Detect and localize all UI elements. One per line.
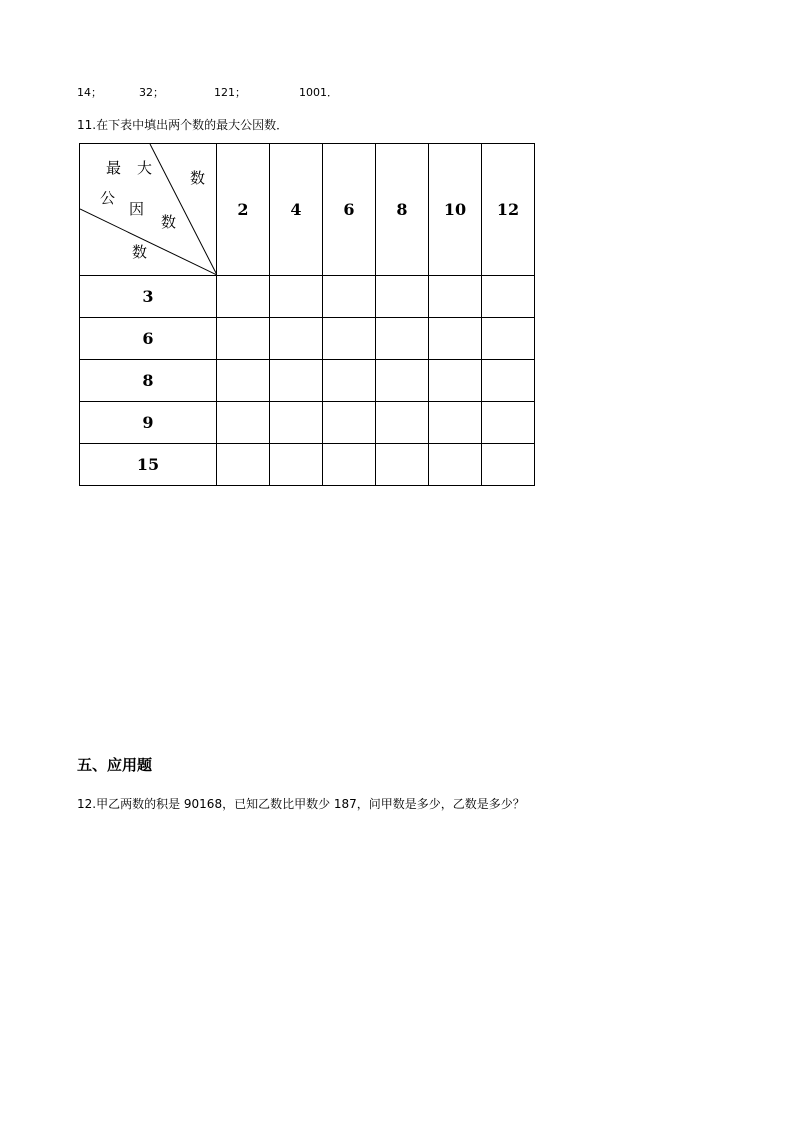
answer-cell[interactable] bbox=[482, 444, 535, 486]
corner-label-char-4: 因 bbox=[129, 200, 145, 218]
answer-cell[interactable] bbox=[217, 444, 270, 486]
answer-cell[interactable] bbox=[429, 402, 482, 444]
column-header: 8 bbox=[376, 144, 429, 276]
answer-cell[interactable] bbox=[376, 444, 429, 486]
column-header: 12 bbox=[482, 144, 535, 276]
diagonal-line-lower bbox=[80, 209, 217, 275]
corner-label-char-1: 最 bbox=[106, 159, 122, 177]
answer-cell[interactable] bbox=[482, 318, 535, 360]
column-header: 10 bbox=[429, 144, 482, 276]
row-header: 6 bbox=[80, 318, 217, 360]
question-12: 12.甲乙两数的积是 90168，已知乙数比甲数少 187，问甲数是多少，乙数是多少？ bbox=[77, 797, 525, 811]
row-header: 8 bbox=[80, 360, 217, 402]
answer-cell[interactable] bbox=[323, 444, 376, 486]
answer-cell[interactable] bbox=[323, 402, 376, 444]
answer-cell[interactable] bbox=[217, 276, 270, 318]
answer-cell[interactable] bbox=[217, 402, 270, 444]
answer-cell[interactable] bbox=[270, 360, 323, 402]
answer-value-3: 121； bbox=[214, 86, 246, 99]
answer-cell[interactable] bbox=[482, 360, 535, 402]
gcd-table bbox=[79, 143, 535, 486]
table-row bbox=[80, 360, 535, 402]
answer-cell[interactable] bbox=[270, 402, 323, 444]
answer-cell[interactable] bbox=[270, 444, 323, 486]
answer-cell[interactable] bbox=[376, 276, 429, 318]
answer-cell[interactable] bbox=[376, 318, 429, 360]
diagonal-corner-cell bbox=[80, 144, 217, 276]
table-row bbox=[80, 444, 535, 486]
answer-cell[interactable] bbox=[482, 402, 535, 444]
section-heading: 五、应用题 bbox=[77, 756, 153, 774]
table-row bbox=[80, 318, 535, 360]
row-header: 3 bbox=[80, 276, 217, 318]
answer-cell[interactable] bbox=[270, 276, 323, 318]
answer-cell[interactable] bbox=[323, 318, 376, 360]
table-header-row bbox=[80, 144, 535, 276]
answer-cell[interactable] bbox=[217, 360, 270, 402]
answer-value-4: 1001． bbox=[299, 86, 338, 99]
corner-label-char-3: 公 bbox=[100, 189, 116, 207]
answer-cell[interactable] bbox=[429, 276, 482, 318]
answer-cell[interactable] bbox=[217, 318, 270, 360]
column-header: 6 bbox=[323, 144, 376, 276]
table-row bbox=[80, 402, 535, 444]
column-header: 2 bbox=[217, 144, 270, 276]
question-11: 11.在下表中填出两个数的最大公因数． bbox=[77, 118, 289, 132]
answer-cell[interactable] bbox=[376, 402, 429, 444]
row-header: 9 bbox=[80, 402, 217, 444]
corner-label-char-2: 大 bbox=[137, 159, 153, 177]
diagonal-line-upper bbox=[150, 144, 217, 275]
answer-cell[interactable] bbox=[482, 276, 535, 318]
column-header: 4 bbox=[270, 144, 323, 276]
corner-label-char-7: 数 bbox=[190, 169, 206, 187]
answer-cell[interactable] bbox=[376, 360, 429, 402]
answer-cell[interactable] bbox=[429, 444, 482, 486]
answer-cell[interactable] bbox=[429, 318, 482, 360]
answer-cell[interactable] bbox=[429, 360, 482, 402]
row-header: 15 bbox=[80, 444, 217, 486]
answer-cell[interactable] bbox=[323, 360, 376, 402]
answer-cell[interactable] bbox=[323, 276, 376, 318]
table-row bbox=[80, 276, 535, 318]
corner-label-char-5: 数 bbox=[161, 213, 177, 231]
corner-label-char-6: 数 bbox=[132, 243, 148, 261]
answer-cell[interactable] bbox=[270, 318, 323, 360]
answer-value-2: 32； bbox=[139, 86, 164, 99]
answer-value-1: 14； bbox=[77, 86, 102, 99]
